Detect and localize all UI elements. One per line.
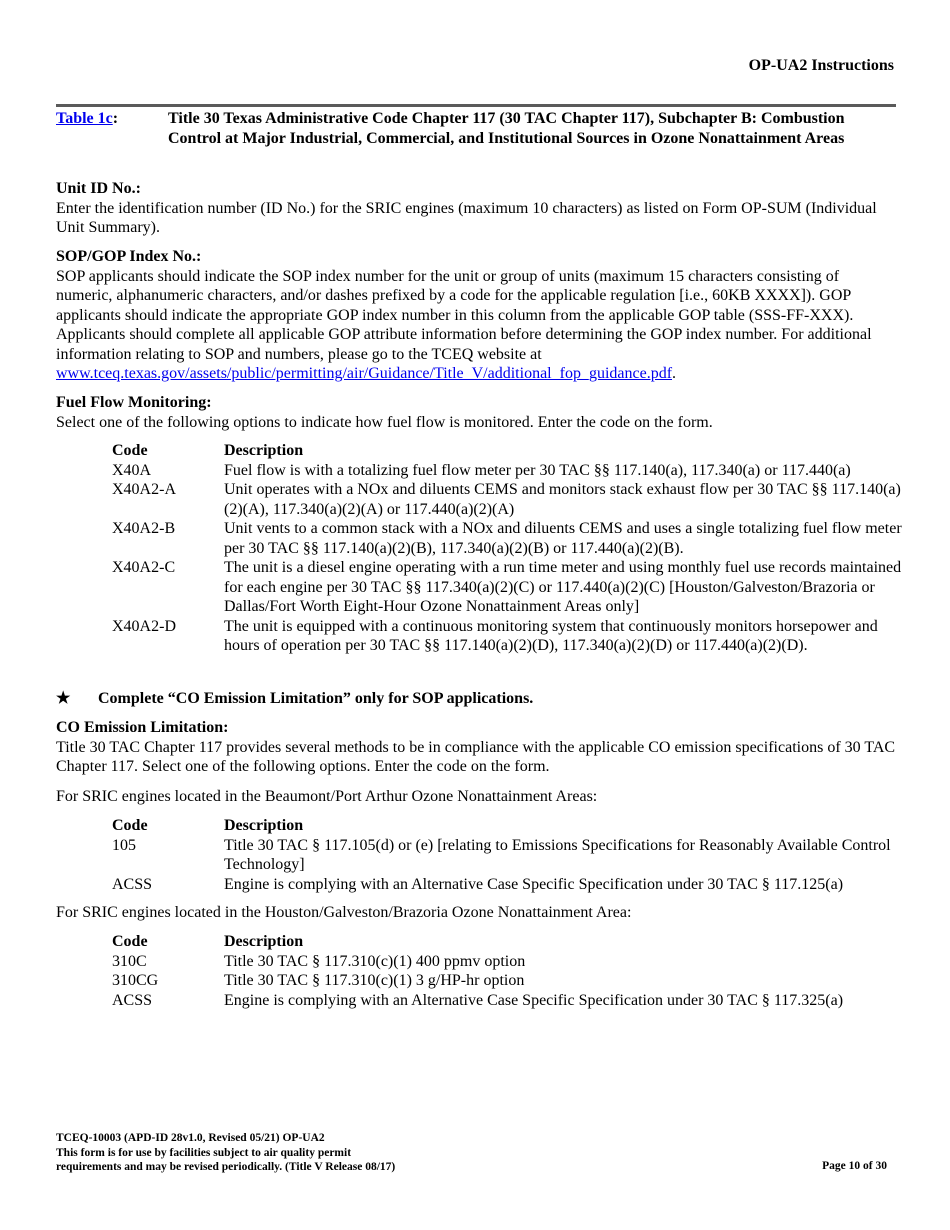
houston-intro — [56, 903, 896, 923]
co-limit-section — [56, 718, 896, 777]
description-column-header: Description — [224, 817, 304, 834]
footer-line-2: This form is for use by facilities subject to air quality permit — [56, 1146, 352, 1159]
table-row — [112, 836, 902, 875]
code-cell: ACSS — [112, 875, 153, 893]
description-column-header: Description — [224, 933, 304, 950]
code-cell: X40A2-D — [112, 617, 176, 635]
table-row — [112, 617, 902, 656]
table-1c-link[interactable]: Table 1c — [56, 110, 113, 127]
code-cell: 310CG — [112, 972, 159, 989]
unit-id-section — [56, 179, 896, 238]
sop-gop-section — [56, 247, 896, 384]
fuel-flow-heading: Fuel Flow Monitoring: — [56, 394, 212, 411]
description-cell: Engine is complying with an Alternative Case Specific Specification under 30 TAC § 117.125(a) — [224, 875, 844, 893]
table-title: Title 30 Texas Administrative Code Chapter 117 (30 TAC Chapter 117), Subchapter B: Combustion Control at Major Industrial, Commercial, and Institutional Sources in Ozone Nonattainment Areas — [168, 110, 845, 147]
co-limit-heading: CO Emission Limitation: — [56, 719, 229, 736]
beaumont-code-table — [112, 816, 902, 894]
note-text: Complete “CO Emission Limitation” only for SOP applications. — [98, 690, 534, 707]
footer-line-3: requirements and may be revised periodically. (Title V Release 08/17) — [56, 1161, 396, 1173]
description-cell: Unit operates with a NOx and diluents CEMS and monitors stack exhaust flow per 30 TAC §§ 117.140(a)(2)(A), 117.340(a)(2)(A) or 117.440(a)(2)(A) — [224, 481, 901, 518]
code-table-header — [112, 932, 902, 952]
code-table-header — [112, 441, 902, 461]
description-cell: The unit is a diesel engine operating with a run time meter and using monthly fuel use records maintained for each engine per 30 TAC §§ 117.340(a)(2)(C) or 117.440(a)(2)(C) [Houston/Galveston/Brazoria or Dallas/Fort Worth Eight-Hour Ozone Nonattainment Areas only] — [224, 559, 902, 615]
fuel-flow-code-table — [112, 441, 902, 656]
footer-form-info — [56, 1131, 395, 1175]
fop-guidance-link[interactable]: www.tceq.texas.gov/assets/public/permitting/air/Guidance/Title_V/additional_fop_guidance.pdf — [56, 365, 673, 382]
star-icon: ★ — [56, 690, 71, 707]
sop-gop-heading: SOP/GOP Index No.: — [56, 248, 202, 265]
description-cell: Fuel flow is with a totalizing fuel flow meter per 30 TAC §§ 117.140(a), 117.340(a) or 117.440(a) — [224, 461, 851, 479]
table-row — [112, 480, 902, 519]
table-row — [112, 461, 902, 481]
code-column-header: Code — [112, 442, 148, 459]
beaumont-intro-text: For SRIC engines located in the Beaumont/Port Arthur Ozone Nonattainment Areas: — [56, 788, 598, 805]
code-cell: X40A — [112, 461, 152, 479]
sop-gop-paragraph — [56, 267, 896, 384]
sop-gop-end: . — [672, 365, 677, 382]
co-limit-text: Title 30 TAC Chapter 117 provides several methods to be in compliance with the applicable CO emission specifications of 30 TAC Chapter 117. Select one of the following options. Enter the code on the form. — [56, 738, 896, 775]
description-cell: Unit vents to a common stack with a NOx and diluents CEMS and uses a single totalizing fuel flow meter per 30 TAC §§ 117.140(a)(2)(B), 117.340(a)(2)(B) or 117.440(a)(2)(B). — [224, 520, 902, 557]
code-cell: X40A2-C — [112, 559, 176, 576]
code-cell: 310C — [112, 952, 147, 970]
sop-only-note — [56, 688, 533, 708]
sop-gop-text: SOP applicants should indicate the SOP index number for the unit or group of units (maximum 15 characters consisting of numeric, alphanumeric characters, and/or dashes prefixed by a code for the applicable regulation [i.e., 60KB XXXX]). GOP applicants should indicate the appropriate GOP index number in this column from the applicable GOP table (SSS-FF-XXX). Applicants should complete all applicable GOP attribute information before determining the GOP index number. For additional information relating to SOP and numbers, please go to the TCEQ website at — [56, 267, 872, 363]
description-cell: The unit is equipped with a continuous monitoring system that continuously monitors horsepower and hours of operation per 30 TAC §§ 117.140(a)(2)(D), 117.340(a)(2)(D) or 117.440(a)(2)(D). — [224, 617, 878, 654]
table-row — [112, 971, 902, 991]
footer-line-1: TCEQ-10003 (APD-ID 28v1.0, Revised 05/21) OP-UA2 — [56, 1132, 325, 1144]
description-cell: Title 30 TAC § 117.105(d) or (e) [relating to Emissions Specifications for Reasonably Available Control Technology] — [224, 836, 891, 873]
fuel-flow-section — [56, 393, 896, 432]
code-column-header: Code — [112, 933, 148, 950]
fuel-flow-text: Select one of the following options to indicate how fuel flow is monitored. Enter the code on the form. — [56, 413, 713, 431]
page-number: Page 10 of 30 — [822, 1160, 887, 1172]
description-cell: Title 30 TAC § 117.310(c)(1) 400 ppmv option — [224, 952, 526, 970]
unit-id-text: Enter the identification number (ID No.) for the SRIC engines (maximum 10 characters) as listed on Form OP-SUM (Individual Unit Summary). — [56, 199, 877, 236]
table-row — [112, 991, 902, 1011]
description-cell: Title 30 TAC § 117.310(c)(1) 3 g/HP-hr option — [224, 972, 525, 989]
houston-code-table — [112, 932, 902, 1010]
description-column-header: Description — [224, 442, 304, 459]
table-row — [112, 558, 902, 617]
table-heading — [56, 109, 896, 149]
header-rule — [56, 104, 896, 107]
beaumont-intro — [56, 787, 896, 807]
table-row — [112, 875, 902, 895]
code-column-header: Code — [112, 817, 148, 834]
code-cell: X40A2-B — [112, 520, 176, 537]
page-header-title: OP-UA2 Instructions — [748, 57, 894, 74]
code-table-header — [112, 816, 902, 836]
houston-intro-text: For SRIC engines located in the Houston/Galveston/Brazoria Ozone Nonattainment Area: — [56, 904, 632, 921]
table-ref — [56, 109, 118, 129]
code-cell: X40A2-A — [112, 481, 176, 498]
unit-id-heading: Unit ID No.: — [56, 180, 141, 197]
description-cell: Engine is complying with an Alternative Case Specific Specification under 30 TAC § 117.325(a) — [224, 991, 844, 1009]
code-cell: 105 — [112, 836, 136, 854]
table-ref-colon: : — [112, 110, 119, 127]
table-row — [112, 952, 902, 972]
table-row — [112, 519, 902, 558]
code-cell: ACSS — [112, 991, 153, 1009]
